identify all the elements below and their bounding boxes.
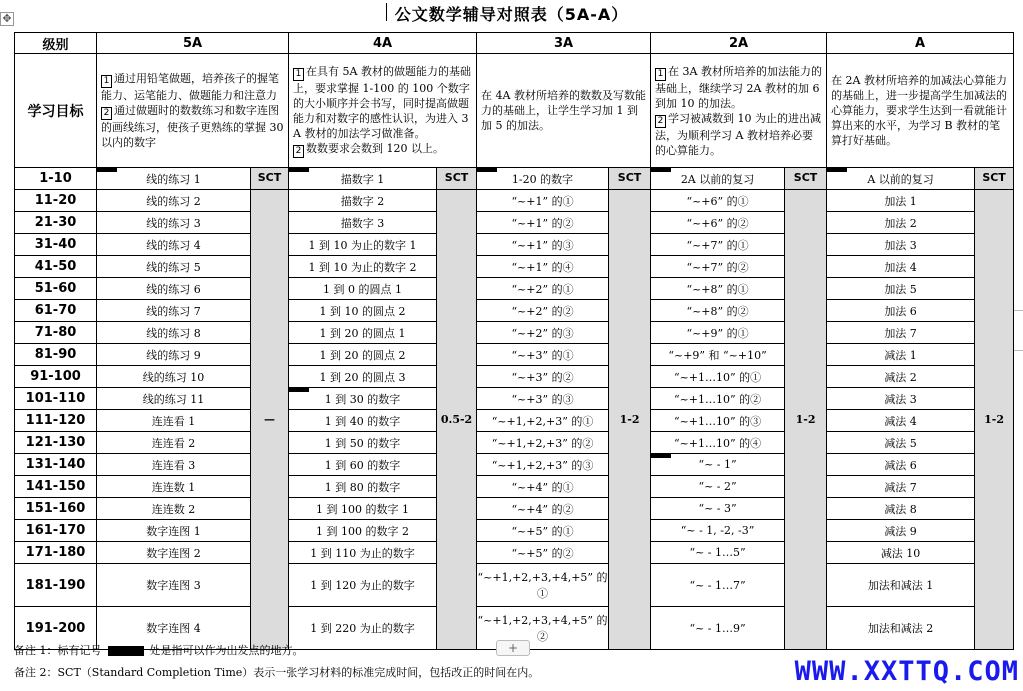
level-cell: 1-10 (15, 168, 97, 190)
objective-5A: 1 通过用铅笔做题，培养孩子的握笔能力、运笔能力、做题能力和注意力 2 通过做题时的数数练习和数字连图的画线练习，使孩子更熟练的掌握 30 以内的数字 (97, 54, 289, 168)
checkbox-1-icon: 1 (655, 68, 666, 81)
cell-5A: 线的练习 4 (97, 234, 251, 256)
cell-3A: “~+1” 的③ (477, 234, 609, 256)
cell-3A: “~+2” 的③ (477, 322, 609, 344)
cell-4A: 1 到 20 的圆点 3 (289, 366, 437, 388)
table-row (15, 410, 1014, 432)
cell-5A: 线的练习 1 (97, 168, 251, 190)
sct-value-5A: — (251, 190, 289, 650)
level-cell: 181-190 (15, 564, 97, 607)
level-cell: 101-110 (15, 388, 97, 410)
cell-3A: 1-20 的数字 (477, 168, 609, 190)
cell-2A: “~+6” 的② (651, 212, 785, 234)
cell-3A: “~+5” 的① (477, 520, 609, 542)
table-move-handle-icon[interactable]: ✥ (0, 12, 14, 26)
ruler-mark (1014, 310, 1023, 311)
level-cell: 81-90 (15, 344, 97, 366)
table-row (15, 476, 1014, 498)
level-cell: 21-30 (15, 212, 97, 234)
cell-A: 加法 6 (827, 300, 975, 322)
cell-4A: 1 到 100 的数字 2 (289, 520, 437, 542)
cell-3A: “~+3” 的① (477, 344, 609, 366)
cell-2A: “~ - 2” (651, 476, 785, 498)
level-cell: 141-150 (15, 476, 97, 498)
cell-3A: “~+1,+2,+3,+4,+5” 的② (477, 607, 609, 650)
table-row (15, 366, 1014, 388)
cell-4A: 1 到 110 为止的数字 (289, 542, 437, 564)
cell-3A: “~+1” 的④ (477, 256, 609, 278)
cell-2A: “~+9” 的① (651, 322, 785, 344)
cell-5A: 数字连图 4 (97, 607, 251, 650)
sct-header-A: SCT (975, 168, 1014, 190)
level-cell: 91-100 (15, 366, 97, 388)
cell-A: 加法和减法 1 (827, 564, 975, 607)
objective-A: 在 2A 教材所培养的加减法心算能力的基础上，进一步提高学生加减法的心算能力，要求学生达到一看就能计算出来的水平，为学习 B 教材的笔算打好基础。 (827, 54, 1014, 168)
sct-value-2A: 1-2 (785, 190, 827, 650)
cell-3A: “~+1,+2,+3,+4,+5” 的① (477, 564, 609, 607)
level-cell: 131-140 (15, 454, 97, 476)
level-cell: 71-80 (15, 322, 97, 344)
cell-3A: “~+3” 的③ (477, 388, 609, 410)
objective-3A: 在 4A 教材所培养的数数及写数能力的基础上，让学生学习加 1 到加 5 的加法。 (477, 54, 651, 168)
cell-A: 加法 5 (827, 278, 975, 300)
cell-5A: 连连数 2 (97, 498, 251, 520)
cell-A: 减法 3 (827, 388, 975, 410)
cell-2A: “~+7” 的② (651, 256, 785, 278)
cell-5A: 连连看 2 (97, 432, 251, 454)
header-2A: 2A (651, 33, 827, 54)
cell-4A: 描数字 2 (289, 190, 437, 212)
table-row (15, 322, 1014, 344)
cell-A: 加法和减法 2 (827, 607, 975, 650)
table-row (15, 190, 1014, 212)
objective-label: 学习目标 (15, 54, 97, 168)
cell-5A: 线的练习 6 (97, 278, 251, 300)
table-row (15, 388, 1014, 410)
checkbox-1-icon: 1 (293, 68, 304, 81)
cell-A: 减法 10 (827, 542, 975, 564)
cell-2A: “~+8” 的② (651, 300, 785, 322)
level-cell: 31-40 (15, 234, 97, 256)
cell-3A: “~+3” 的② (477, 366, 609, 388)
ruler-mark (1014, 350, 1023, 351)
watermark-url: WWW.XXTTQ.COM (794, 656, 1019, 687)
cell-3A: “~+2” 的② (477, 300, 609, 322)
cell-A: 加法 7 (827, 322, 975, 344)
cell-A: 减法 8 (827, 498, 975, 520)
objective-4A: 1 在具有 5A 教材的做题能力的基础上，要求掌握 1-100 的 100 个数字的大小顺序并会书写，同时提高做题能力和对数字的感性认识，为进入 3A 教材的加法学习做准备。 2 数数要求会数到 120 以上。 (289, 54, 477, 168)
cell-4A: 1 到 0 的圆点 1 (289, 278, 437, 300)
cell-5A: 线的练习 9 (97, 344, 251, 366)
cell-A: 减法 5 (827, 432, 975, 454)
table-row (15, 344, 1014, 366)
cell-2A: “~ - 1” (651, 454, 785, 476)
notes (14, 640, 539, 684)
level-cell: 151-160 (15, 498, 97, 520)
cell-A: 减法 9 (827, 520, 975, 542)
note-2: 备注 2：SCT（Standard Completion Time）表示一张学习材料的标准完成时间，包括改正的时间在内。 (14, 666, 540, 679)
cell-2A: “~ - 3” (651, 498, 785, 520)
cell-3A: “~+4” 的① (477, 476, 609, 498)
cell-5A: 线的练习 8 (97, 322, 251, 344)
cell-4A: 1 到 60 的数字 (289, 454, 437, 476)
table-row (15, 454, 1014, 476)
sct-header-2A: SCT (785, 168, 827, 190)
start-marker-swatch (108, 646, 144, 656)
cell-5A: 连连看 3 (97, 454, 251, 476)
cell-5A: 连连看 1 (97, 410, 251, 432)
objective-2A: 1 在 3A 教材所培养的加法能力的基础上，继续学习 2A 教材的加 6 到加 10 的加法。 2 学习被减数到 10 为止的进出减法，为顺利学习 A 教材培养必要的心算能力。 (651, 54, 827, 168)
cell-2A: “~+1…10” 的② (651, 388, 785, 410)
sct-header-4A: SCT (437, 168, 477, 190)
level-cell: 11-20 (15, 190, 97, 212)
cell-A: 加法 4 (827, 256, 975, 278)
table-row (15, 212, 1014, 234)
cell-3A: “~+1” 的② (477, 212, 609, 234)
level-cell: 41-50 (15, 256, 97, 278)
cell-3A: “~+4” 的② (477, 498, 609, 520)
checkbox-2-icon: 2 (655, 115, 666, 128)
table-row (15, 256, 1014, 278)
cell-A: 加法 1 (827, 190, 975, 212)
cell-5A: 数字连图 3 (97, 564, 251, 607)
table-row (15, 520, 1014, 542)
sct-value-3A: 1-2 (609, 190, 651, 650)
level-cell: 161-170 (15, 520, 97, 542)
cell-A: 加法 2 (827, 212, 975, 234)
sct-header-5A: SCT (251, 168, 289, 190)
cell-2A: “~+8” 的① (651, 278, 785, 300)
cell-2A: “~+9” 和 “~+10” (651, 344, 785, 366)
level-cell: 121-130 (15, 432, 97, 454)
header-level: 级别 (15, 33, 97, 54)
cell-2A: “~+7” 的① (651, 234, 785, 256)
cell-A: A 以前的复习 (827, 168, 975, 190)
header-A: A (827, 33, 1014, 54)
document-title: 公文数学辅导对照表（5A-A） (394, 5, 629, 24)
table-row (15, 498, 1014, 520)
cell-4A: 描数字 1 (289, 168, 437, 190)
cell-2A: “~ - 1…9” (651, 607, 785, 650)
level-cell: 171-180 (15, 542, 97, 564)
checkbox-2-icon: 2 (101, 107, 112, 120)
sct-header-3A: SCT (609, 168, 651, 190)
sct-value-A: 1-2 (975, 190, 1014, 650)
cell-2A: “~ - 1…7” (651, 564, 785, 607)
cell-2A: “~+6” 的① (651, 190, 785, 212)
cell-3A: “~+1,+2,+3” 的② (477, 432, 609, 454)
cell-3A: “~+2” 的① (477, 278, 609, 300)
cell-A: 减法 1 (827, 344, 975, 366)
cell-5A: 数字连图 1 (97, 520, 251, 542)
cell-4A: 1 到 10 为止的数字 2 (289, 256, 437, 278)
cell-4A: 1 到 10 为止的数字 1 (289, 234, 437, 256)
cell-5A: 线的练习 10 (97, 366, 251, 388)
checkbox-1-icon: 1 (101, 75, 112, 88)
header-3A: 3A (477, 33, 651, 54)
cell-4A: 1 到 220 为止的数字 (289, 607, 437, 650)
cell-5A: 连连数 1 (97, 476, 251, 498)
cell-2A: “~ - 1, -2, -3” (651, 520, 785, 542)
header-5A: 5A (97, 33, 289, 54)
cell-4A: 1 到 20 的圆点 2 (289, 344, 437, 366)
header-4A: 4A (289, 33, 477, 54)
cell-A: 减法 6 (827, 454, 975, 476)
cell-A: 减法 4 (827, 410, 975, 432)
cell-2A: “~+1…10” 的④ (651, 432, 785, 454)
cell-2A: “~ - 1…5” (651, 542, 785, 564)
cell-4A: 1 到 20 的圆点 1 (289, 322, 437, 344)
cell-5A: 线的练习 11 (97, 388, 251, 410)
cell-4A: 1 到 100 的数字 1 (289, 498, 437, 520)
cell-4A: 1 到 10 的圆点 2 (289, 300, 437, 322)
table-row (15, 542, 1014, 564)
cell-5A: 数字连图 2 (97, 542, 251, 564)
level-cell: 51-60 (15, 278, 97, 300)
cell-5A: 线的练习 7 (97, 300, 251, 322)
cell-3A: “~+1,+2,+3” 的① (477, 410, 609, 432)
cell-3A: “~+1,+2,+3” 的③ (477, 454, 609, 476)
cell-5A: 线的练习 3 (97, 212, 251, 234)
level-cell: 61-70 (15, 300, 97, 322)
level-cell: 111-120 (15, 410, 97, 432)
cell-5A: 线的练习 2 (97, 190, 251, 212)
sct-value-4A: 0.5-2 (437, 190, 477, 650)
level-cell: 191-200 (15, 607, 97, 650)
table-row (15, 300, 1014, 322)
cell-4A: 1 到 80 的数字 (289, 476, 437, 498)
cell-4A: 1 到 40 的数字 (289, 410, 437, 432)
table-row (15, 168, 1014, 190)
cell-2A: 2A 以前的复习 (651, 168, 785, 190)
cell-3A: “~+1” 的① (477, 190, 609, 212)
cell-3A: “~+5” 的② (477, 542, 609, 564)
table-row (15, 234, 1014, 256)
cell-A: 减法 7 (827, 476, 975, 498)
cell-5A: 线的练习 5 (97, 256, 251, 278)
comparison-table (14, 32, 1014, 650)
cell-A: 加法 3 (827, 234, 975, 256)
cell-2A: “~+1…10” 的① (651, 366, 785, 388)
table-row (15, 432, 1014, 454)
cell-2A: “~+1…10” 的③ (651, 410, 785, 432)
add-row-button[interactable]: + (496, 640, 530, 656)
cell-4A: 1 到 120 为止的数字 (289, 564, 437, 607)
checkbox-2-icon: 2 (293, 145, 304, 158)
cell-4A: 1 到 30 的数字 (289, 388, 437, 410)
cell-A: 减法 2 (827, 366, 975, 388)
cell-4A: 1 到 50 的数字 (289, 432, 437, 454)
table-row (15, 564, 1014, 607)
cell-4A: 描数字 3 (289, 212, 437, 234)
note-1: 备注 1：标有记号 处是指可以作为出发点的地方。 (14, 644, 304, 657)
table-row (15, 278, 1014, 300)
